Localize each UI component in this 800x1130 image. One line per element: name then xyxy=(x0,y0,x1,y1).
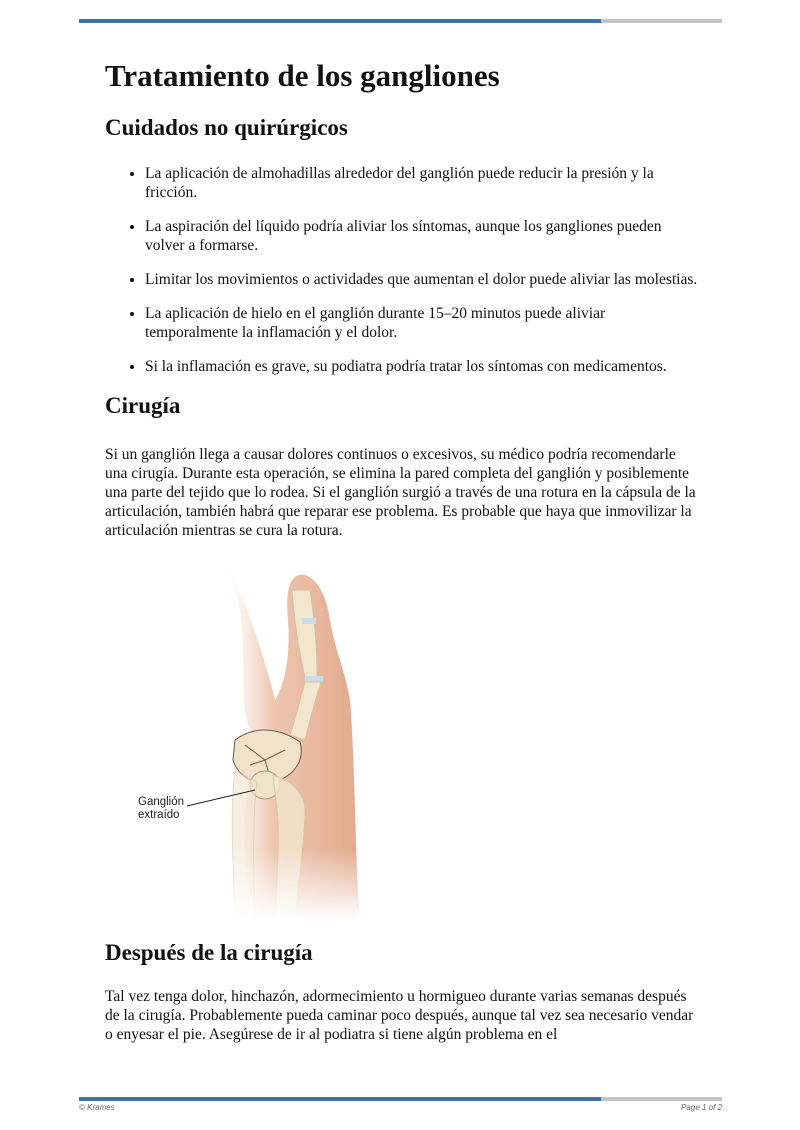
nonsurgical-list xyxy=(105,164,700,376)
figure-label-line: Ganglión xyxy=(138,796,185,808)
footer-rule xyxy=(79,1097,722,1101)
header-rule xyxy=(79,19,722,23)
list-item: • La aplicación de hielo en el ganglión durante 15–20 minutos puede aliviar temporalmente la inflamación y el dolor. xyxy=(145,304,700,342)
hand-drawing xyxy=(105,560,445,920)
figure-label xyxy=(138,796,184,822)
figure-label-line: extraído xyxy=(138,809,180,821)
list-item: • La aplicación de almohadillas alrededor del ganglión puede reducir la presión y la fricción. xyxy=(145,164,700,202)
section-heading-after-surgery: Después de la cirugía xyxy=(105,940,313,965)
list-item: • Limitar los movimientos o actividades que aumentan el dolor puede aliviar las molestias. xyxy=(145,270,700,289)
list-item: • Si la inflamación es grave, su podiatra podría tratar los síntomas con medicamentos. xyxy=(145,357,700,376)
footer-copyright: © Krames xyxy=(79,1103,115,1112)
document-body xyxy=(105,56,700,1044)
footer-page-number: Page 1 of 2 xyxy=(681,1103,722,1112)
header-rule-accent xyxy=(79,19,601,23)
page-title: Tratamiento de los gangliones xyxy=(105,58,500,93)
section-heading-surgery: Cirugía xyxy=(105,393,181,418)
footer-rule-accent xyxy=(79,1097,601,1101)
list-item: • La aspiración del líquido podría aliviar los síntomas, aunque los gangliones pueden volver a formarse. xyxy=(145,217,700,255)
surgery-paragraph: Si un ganglión llega a causar dolores continuos o excesivos, su médico podría recomendarle una cirugía. Durante esta operación, se elimina la pared completa del ganglión y posiblemente una parte del tejido que lo rodea. Si el ganglión surgió a través de una rotura en la cápsula de la articulación, también habrá que reparar ese problema. Es probable que haya que inmovilizar la articulación mientras se cura la rotura. xyxy=(105,446,696,539)
hand-illustration xyxy=(105,560,445,920)
section-heading-nonsurgical: Cuidados no quirúrgicos xyxy=(105,115,348,140)
after-surgery-paragraph: Tal vez tenga dolor, hinchazón, adormecimiento u hormigueo durante varias semanas después de la cirugía. Probablemente pueda caminar poco después, aunque tal vez sea necesario vendar o enyesar el pie. Asegúrese de ir al podiatra si tiene algún problema en el xyxy=(105,988,694,1043)
